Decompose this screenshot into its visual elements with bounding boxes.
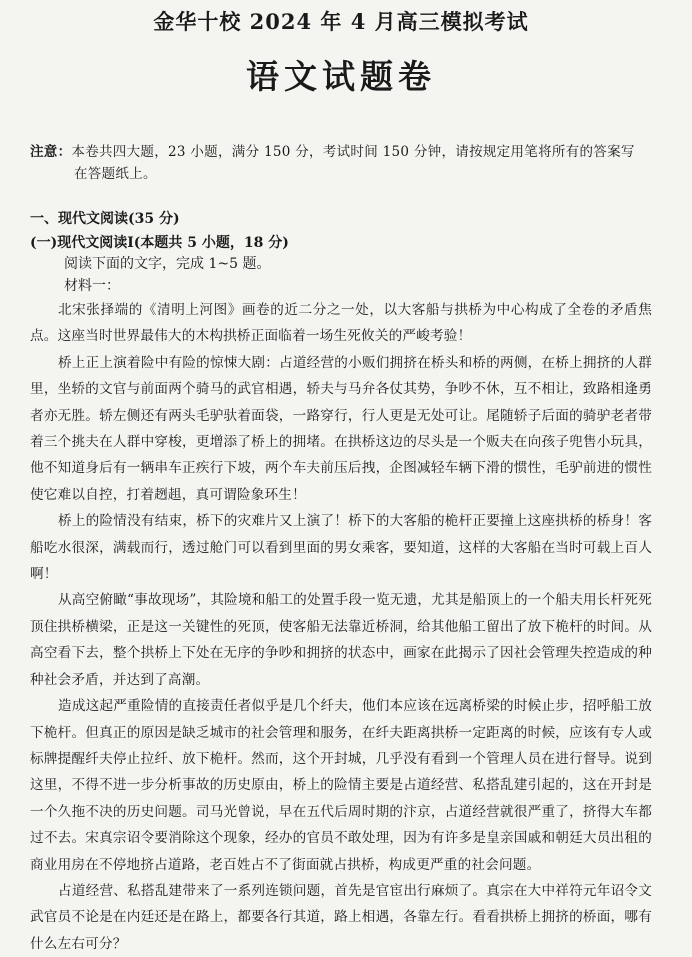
paragraph-3: 桥上的险情没有结束，桥下的灾难片又上演了！桥下的大客船的桅杆正要撞上这座拱桥的桥身！客船吃水很深，满载而行，透过舱门可以看到里面的男女乘客，要知道，这样的大客船在当时可载上百人啊！ [30,513,652,583]
paragraph-2: 桥上正上演着险中有险的惊悚大剧：占道经营的小贩们拥挤在桥头和桥的两侧，在桥上拥挤的人群里，坐轿的文官与前面两个骑马的武官相遇，轿夫与马弁各仗其势，争吵不休，互不相让，致路相逢勇者亦无胜。轿左侧还有两头毛驴驮着面袋，一路穿行，行人更是无处可让。尾随轿子后面的骑驴老者带着三个挑夫在人群中穿梭，更增添了桥上的拥堵。在拱桥这边的尽头是一个贩夫在向孩子兜售小玩具，他不知道身后有一辆串车正疾行下坡，两个车夫前压后拽，企图减轻车辆下滑的惯性，毛驴前进的惯性使它难以自控，打着趔趄，真可谓险象环生！ [30,354,652,503]
paper-title: 语文试题卷 [246,57,436,96]
notice-line-2: 在答题纸上。 [74,166,157,182]
reading-instruction: 阅读下面的文字，完成 1~5 题。 [64,256,271,272]
paragraph-4: 从高空俯瞰“事故现场”，其险境和船工的处置手段一览无遗，尤其是船顶上的一个船夫用长杆死死顶住拱桥横梁，正是这一关键性的死顶，使客船无法靠近桥洞，给其他船工留出了放下桅杆的时间。从高空看下去，整个拱桥上下处在无序的争吵和拥挤的状态中，画家在此揭示了因社会管理失控造成的种种社会矛盾，并达到了高潮。 [30,592,652,688]
exam-title: 金华十校 2024 年 4 月高三模拟考试 [153,9,529,34]
notice-line-1: 本卷共四大题，23 小题，满分 150 分，考试时间 150 分钟，请按规定用笔将所有的答案写 [71,144,635,160]
article-body [30,297,652,957]
notice-block [30,141,652,185]
section-title: 一、现代文阅读(35 分) [30,211,180,227]
paragraph-1: 北宋张择端的《清明上河图》画卷的近二分之一处，以大客船与拱桥为中心构成了全卷的矛盾焦点。这座当时世界最伟大的木构拱桥正面临着一场生死攸关的严峻考验！ [30,302,652,345]
notice-label: 注意： [30,144,72,160]
paragraph-6: 占道经营、私搭乱建带来了一系列连锁问题，首先是官宦出行麻烦了。真宗在大中祥符元年诏令文武官员不论是在内廷还是在路上，都要各行其道，路上相遇，各靠左行。看看拱桥上拥挤的桥面，哪有什么左右可分？ [30,882,652,952]
material-label: 材料一： [64,278,120,294]
paragraph-5: 造成这起严重险情的直接责任者似乎是几个纤夫，他们本应该在远离桥梁的时候止步，招呼船工放下桅杆。但真正的原因是缺乏城市的社会管理和服务，在纤夫距离拱桥一定距离的时候，应该有专人或标牌提醒纤夫停止拉纤、放下桅杆。然而，这个开封城，几乎没有看到一个管理人员在进行督导。说到这里，不得不进一步分析事故的历史原由，桥上的险情主要是占道经营、私搭乱建引起的，这在开封是一个久拖不决的历史问题。司马光曾说，早在五代后周时期的汴京，占道经营就很严重了，挤得大车都过不去。宋真宗诏令要消除这个现象，经办的官员不敢处理，因为有许多是皇亲国戚和朝廷大员出租的商业用房在不停地挤占道路，老百姓占不了街面就占拱桥，构成更严重的社会问题。 [30,698,652,873]
subsection-title: (一)现代文阅读Ⅰ(本题共 5 小题，18 分) [30,235,289,251]
